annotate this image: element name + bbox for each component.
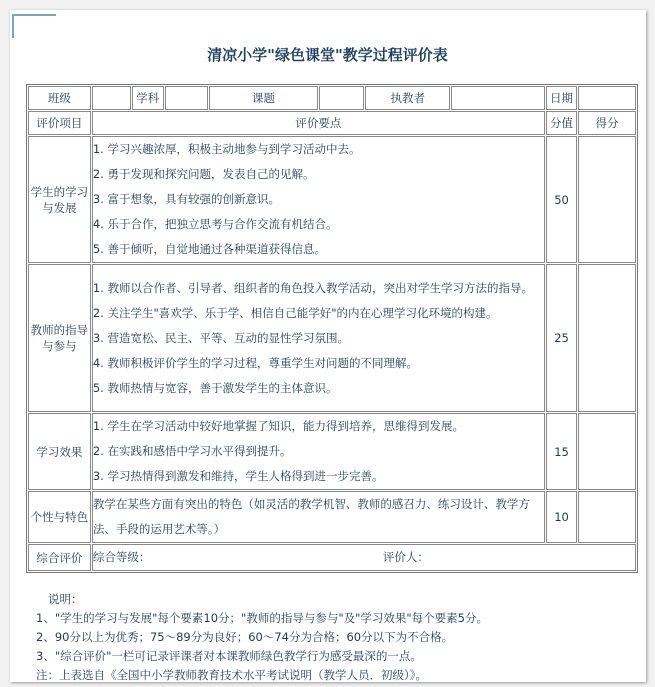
- table-row: [28, 136, 636, 263]
- value-header: 分值: [546, 111, 577, 135]
- points-cell: [92, 136, 545, 263]
- topic-label: 课题: [209, 86, 319, 110]
- teacher-field[interactable]: [451, 86, 545, 110]
- point: 教学在某些方面有突出的特色（如灵活的教学机智、教师的感召力、练习设计、教学方法、手段的运用艺术等。）: [92, 497, 530, 536]
- subject-field[interactable]: [165, 86, 208, 110]
- grade-label: 综合等级：: [92, 550, 151, 564]
- item-cell: 学生的学习与发展: [28, 136, 91, 263]
- value-cell: 50: [546, 136, 577, 263]
- point: 3. 学习热情得到激发和维持，学生人格得到进一步完善。: [92, 469, 384, 483]
- note-line: 1、"学生的学习与发展"每个要素10分；"教师的指导与参与"及"学习效果"每个要素5分。: [36, 611, 488, 625]
- note-line: 注：上表选自《全国中小学教师教育技术水平考试说明（教学人员．初级）》。: [36, 668, 427, 682]
- value-cell: 10: [546, 491, 577, 543]
- note-line: 3、"综合评价"一栏可记录评课者对本课教师绿色教学行为感受最深的一点。: [36, 649, 422, 663]
- point: 1. 学习兴趣浓厚，积极主动地参与到学习活动中去。: [92, 142, 361, 156]
- point: 2. 勇于发现和探究问题，发表自己的见解。: [92, 167, 315, 181]
- evaluation-table: [26, 84, 638, 573]
- value-cell: 25: [546, 264, 577, 412]
- point: 5. 教师热情与宽容，善于激发学生的主体意识。: [92, 380, 338, 395]
- summary-label: 综合评价: [28, 544, 91, 571]
- item-cell: 学习效果: [28, 413, 91, 490]
- point: 2. 在实践和感悟中学习水平得到提升。: [92, 444, 292, 458]
- topic-field[interactable]: [319, 86, 364, 110]
- date-field[interactable]: [578, 86, 636, 110]
- point: 3. 营造宽松、民主、平等、互动的显性学习氛围。: [92, 330, 349, 345]
- points-cell: [92, 413, 545, 490]
- point: 2. 关注学生"喜欢学、乐于学、相信自己能学好"的内在心理学习化环境的构建。: [92, 305, 498, 320]
- point: 1. 学生在学习活动中较好地掌握了知识，能力得到培养，思维得到发展。: [92, 419, 464, 433]
- item-cell: 个性与特色: [28, 491, 91, 543]
- points-cell: [92, 264, 545, 412]
- score-cell[interactable]: [578, 413, 636, 490]
- corner-decoration: [12, 14, 56, 38]
- point: 1. 教师以合作者、引导者、组织者的角色投入教学活动，突出对学生学习方法的指导。: [92, 280, 533, 295]
- score-cell[interactable]: [578, 491, 636, 543]
- evaluator-label: 评价人：: [382, 550, 429, 564]
- score-header: 得分: [578, 111, 636, 135]
- score-cell[interactable]: [578, 136, 636, 263]
- score-cell[interactable]: [578, 264, 636, 412]
- teacher-label: 执教者: [365, 86, 450, 110]
- class-label: 班级: [28, 86, 91, 110]
- summary-cell[interactable]: [92, 544, 636, 571]
- point: 4. 教师积极评价学生的学习过程，尊重学生对问题的不同理解。: [92, 355, 418, 370]
- notes: [36, 590, 488, 685]
- date-label: 日期: [546, 86, 577, 110]
- points-cell: [92, 491, 545, 543]
- table-row: [28, 264, 636, 412]
- point: 5. 善于倾听，自觉地通过各种渠道获得信息。: [92, 242, 326, 256]
- note-line: 2、90分以上为优秀；75～89分为良好；60～74分为合格；60分以下为不合格。: [36, 630, 454, 644]
- value-cell: 15: [546, 413, 577, 490]
- table-row: [28, 491, 636, 543]
- point: 4. 乐于合作，把独立思考与合作交流有机结合。: [92, 217, 338, 231]
- class-field[interactable]: [92, 86, 131, 110]
- item-header: 评价项目: [28, 111, 91, 135]
- page-title: 清凉小学"绿色课堂"教学过程评价表: [207, 46, 448, 64]
- table-row: [28, 413, 636, 490]
- item-cell: 教师的指导与参与: [28, 264, 91, 412]
- subject-label: 学科: [132, 86, 164, 110]
- point: 3. 富于想象，具有较强的创新意识。: [92, 192, 280, 206]
- points-header: 评价要点: [92, 111, 545, 135]
- notes-heading: 说明：: [48, 592, 83, 606]
